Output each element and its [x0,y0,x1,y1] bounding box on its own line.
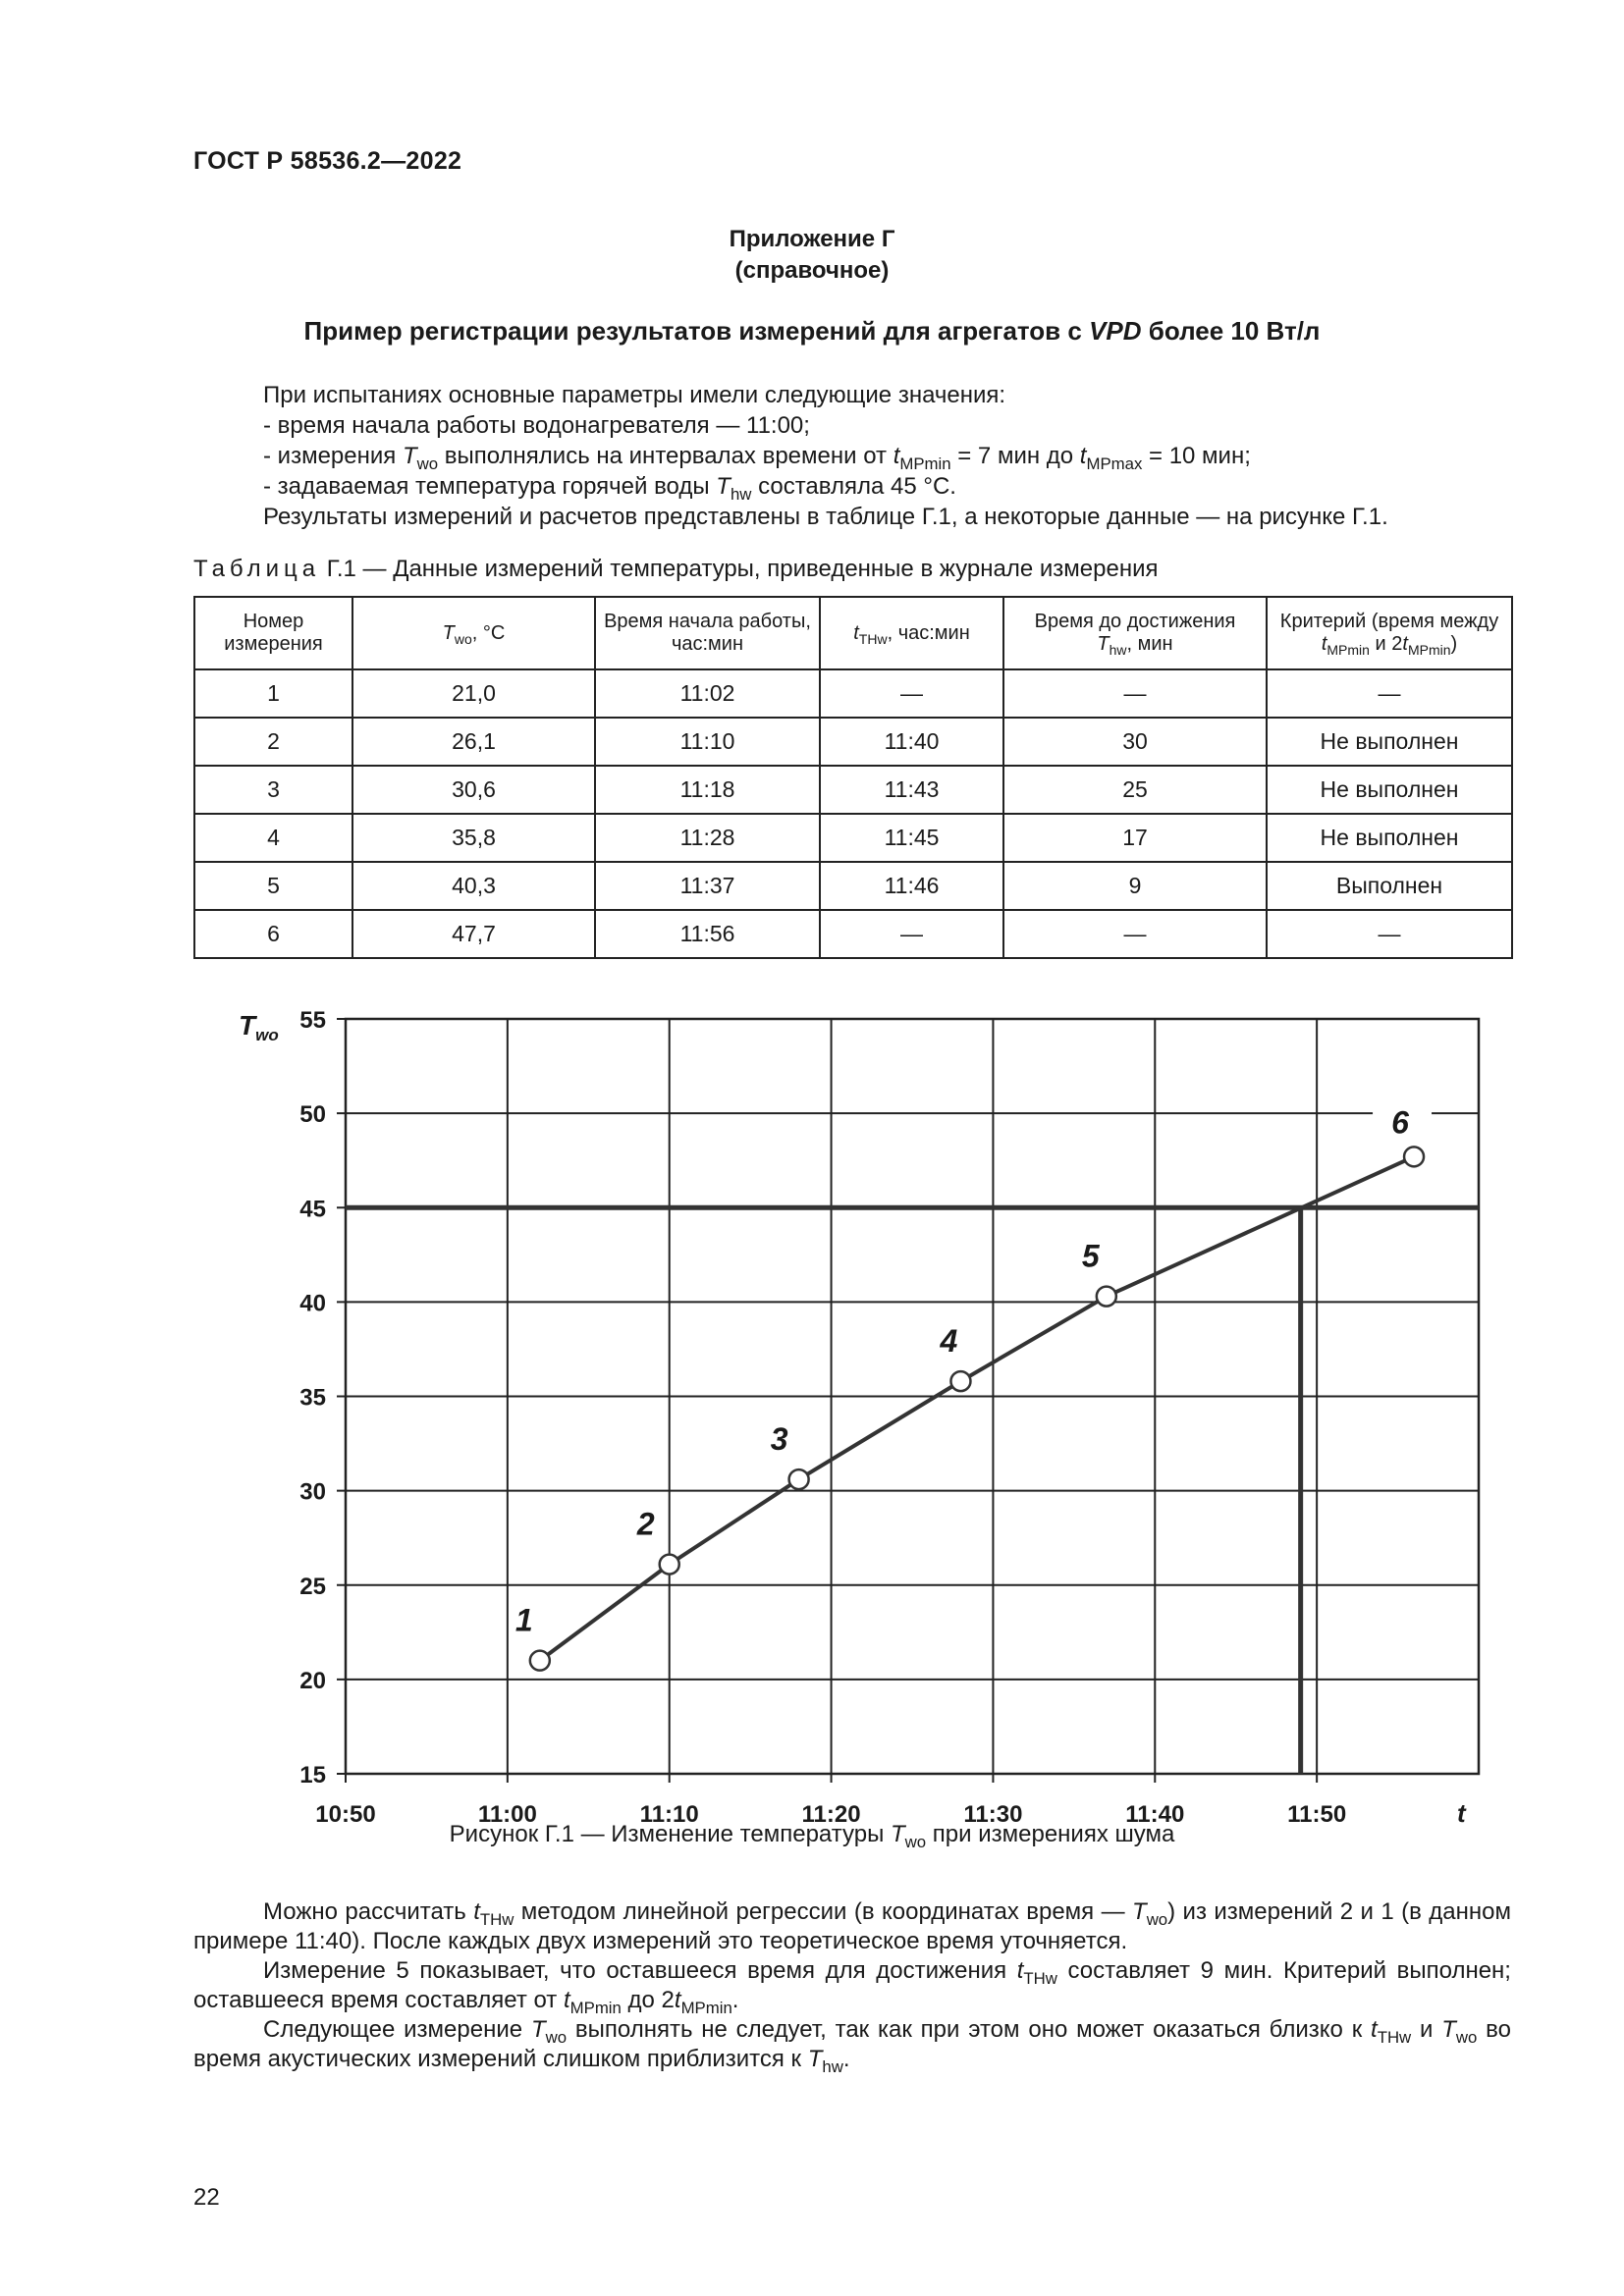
data-point [660,1555,679,1575]
y-tick-label: 35 [299,1384,326,1412]
point-label: 3 [770,1421,788,1458]
cell-criterion: Не выполнен [1267,766,1512,814]
cell-number: 1 [194,669,352,718]
cell-start-time: 11:37 [595,862,820,910]
cell-time-to-reach: — [1003,669,1267,718]
cell-criterion: — [1267,669,1512,718]
x-tick-label: 11:40 [1125,1801,1185,1828]
x-tick-label: 11:00 [477,1801,537,1828]
cell-time-to-reach: 9 [1003,862,1267,910]
cell-start-time: 11:02 [595,669,820,718]
table-caption: Таблица Г.1 — Данные измерений температуры, приведенные в журнале измерения [193,556,1159,582]
x-tick-label: 11:30 [963,1801,1023,1828]
point-label: 4 [940,1323,958,1360]
point-label: 6 [1391,1104,1409,1141]
appendix-title: Пример регистрации результатов измерений для агрегатов с VPD более 10 Вт/л [303,316,1321,346]
cell-time-to-reach: 17 [1003,814,1267,862]
intro-line: - задаваемая температура горячей воды $T_{hw}$ составляла 45 °C. [263,473,956,504]
x-axis-label: t [1457,1798,1466,1828]
paragraph-next-measurement: Следующее измерение $T_{wo}$ выполнять не следует, так как при этом оно может оказаться близко к $t_{THw}$ и $T_{wo}$ во время акустических измерений слишком приблизится к $T_{hw}$. [193,2016,1512,2076]
intro-line: - время начала работы водонагревателя — 11:00; [263,412,810,439]
cell-twoc: 21,0 [352,669,595,718]
x-tick-label: 11:20 [801,1801,861,1828]
page-number: 22 [193,2184,220,2211]
x-tick-label: 11:10 [639,1801,699,1828]
cell-start-time: 11:18 [595,766,820,814]
data-point [1097,1287,1116,1307]
cell-twoc: 40,3 [352,862,595,910]
cell-time-to-reach: — [1003,910,1267,958]
paragraph-regression: Можно рассчитать $t_{THw}$ методом линейной регрессии (в координатах время — $T_{wo}$) из измерений 2 и 1 (в данном примере 11:40). После каждых двух измерений это теоретическое время уточняется. [193,1898,1512,1954]
point-label: 1 [514,1602,533,1638]
cell-criterion: Не выполнен [1267,814,1512,862]
cell-tthw: 11:45 [820,814,1003,862]
appendix-heading: Приложение Г [729,226,895,252]
cell-start-time: 11:10 [595,718,820,766]
cell-tthw: — [820,910,1003,958]
cell-number: 3 [194,766,352,814]
y-axis-label: $T_{wo}$ [239,1010,279,1044]
cell-criterion: Выполнен [1267,862,1512,910]
intro-line: - измерения $T_{wo}$ выполнялись на интервалах времени от $t_{MPmin} = 7$ мин до $t_{MPmax} = 10$ мин; [263,443,1251,473]
header-time-to-reach: Время до достижения $T_{hw}$, мин [1003,597,1267,669]
y-tick-label: 40 [299,1290,326,1317]
point-label: 2 [636,1506,655,1542]
intro-line: При испытаниях основные параметры имели следующие значения: [263,382,1006,408]
cell-number: 4 [194,814,352,862]
x-tick-label: 11:50 [1287,1801,1347,1828]
header-number: Номер измерения [194,597,352,669]
header-tthw: $t_{THw}$, час:мин [820,597,1003,669]
intro-line: Результаты измерений и расчетов представлены в таблице Г.1, а некоторые данные — на рисунке Г.1. [263,504,1388,530]
cell-criterion: — [1267,910,1512,958]
figure-caption: Рисунок Г.1 — Изменение температуры $T_{wo}$ при измерениях шума [449,1821,1175,1851]
cell-tthw: 11:40 [820,718,1003,766]
cell-twoc: 35,8 [352,814,595,862]
y-tick-label: 45 [299,1196,326,1223]
y-tick-label: 55 [299,1007,326,1034]
cell-start-time: 11:28 [595,814,820,862]
y-tick-label: 50 [299,1101,326,1129]
data-point [789,1469,809,1489]
data-point [1404,1147,1424,1166]
paragraph-measurement-5: Измерение 5 показывает, что оставшееся время для достижения $t_{THw}$ составляет 9 мин. Критерий выполнен; оставшееся время составляет от $t_{MPmin}$ до $2t_{MPmin}$. [193,1957,1511,2017]
data-point [530,1651,550,1671]
cell-tthw: 11:46 [820,862,1003,910]
cell-tthw: 11:43 [820,766,1003,814]
cell-time-to-reach: 30 [1003,718,1267,766]
cell-twoc: 47,7 [352,910,595,958]
data-point [950,1371,970,1391]
cell-number: 2 [194,718,352,766]
appendix-type: (справочное) [734,257,890,284]
cell-tthw: — [820,669,1003,718]
standard-number: ГОСТ Р 58536.2—2022 [193,147,462,175]
y-tick-label: 30 [299,1478,326,1506]
cell-twoc: 30,6 [352,766,595,814]
cell-number: 6 [194,910,352,958]
y-tick-label: 20 [299,1667,326,1694]
y-tick-label: 15 [299,1762,326,1789]
cell-time-to-reach: 25 [1003,766,1267,814]
x-tick-label: 10:50 [315,1801,376,1828]
header-start-time: Время начала работы, час:мин [595,597,820,669]
header-twoc: $T_{wo}$, °C [352,597,595,669]
header-criterion: Критерий (время между $t_{MPmin}$ и $2t_{MPmin}$) [1267,597,1512,669]
cell-criterion: Не выполнен [1267,718,1512,766]
cell-start-time: 11:56 [595,910,820,958]
point-label: 5 [1081,1238,1100,1274]
y-tick-label: 25 [299,1573,326,1600]
cell-twoc: 26,1 [352,718,595,766]
cell-number: 5 [194,862,352,910]
